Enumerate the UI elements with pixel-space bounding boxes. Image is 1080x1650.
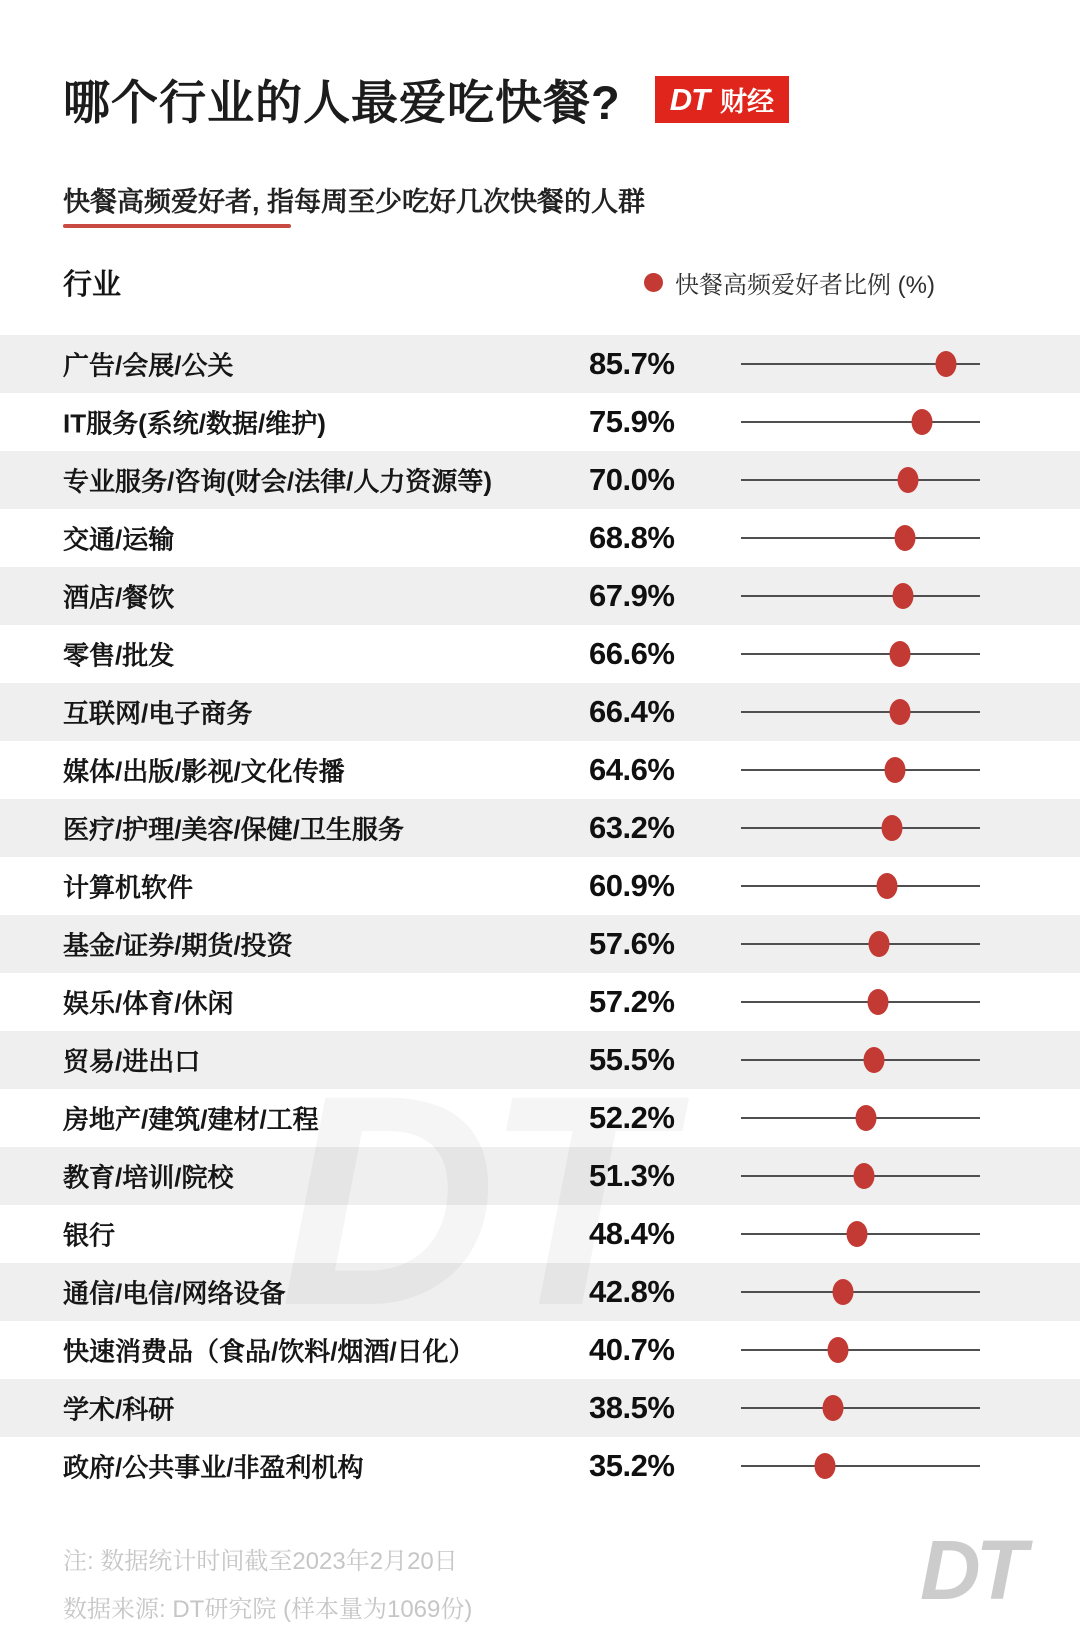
data-point-dot <box>912 409 933 435</box>
subtitle-block <box>63 180 645 219</box>
dot-track <box>741 363 980 365</box>
badge-label: 财经 <box>720 87 775 117</box>
table-row <box>0 567 1080 625</box>
industry-label: 交通/运输 <box>63 524 175 555</box>
footnotes <box>63 1541 472 1637</box>
dt-finance-badge <box>655 76 789 123</box>
percentage-value: 63.2% <box>589 810 675 845</box>
data-point-dot <box>893 583 914 609</box>
data-point-dot <box>846 1221 867 1247</box>
subtitle-underline <box>63 224 291 228</box>
industry-label: 零售/批发 <box>63 640 175 671</box>
data-point-dot <box>863 1047 884 1073</box>
dot-track <box>741 885 980 887</box>
dt-logo: DT <box>920 1523 1022 1617</box>
percentage-value: 57.2% <box>589 984 675 1019</box>
table-row <box>0 683 1080 741</box>
data-point-dot <box>895 525 916 551</box>
percentage-value: 51.3% <box>589 1158 675 1193</box>
table-row <box>0 1379 1080 1437</box>
dot-track <box>741 1291 980 1293</box>
data-point-dot <box>882 815 903 841</box>
percentage-value: 55.5% <box>589 1042 675 1077</box>
percentage-value: 68.8% <box>589 520 675 555</box>
table-row <box>0 1321 1080 1379</box>
dot-track <box>741 421 980 423</box>
table-row <box>0 857 1080 915</box>
industry-label: 基金/证券/期货/投资 <box>63 930 293 961</box>
dot-track <box>741 653 980 655</box>
percentage-value: 60.9% <box>589 868 675 903</box>
data-point-dot <box>889 699 910 725</box>
footnote-date: 注: 数据统计时间截至2023年2月20日 <box>63 1548 458 1575</box>
data-point-dot <box>828 1337 849 1363</box>
footnote-source: 数据来源: DT研究院 (样本量为1069份) <box>63 1596 473 1623</box>
percentage-value: 66.4% <box>589 694 675 729</box>
data-point-dot <box>868 931 889 957</box>
legend-dot-icon <box>644 273 663 292</box>
percentage-value: 57.6% <box>589 926 675 961</box>
percentage-value: 85.7% <box>589 346 675 381</box>
dot-track <box>741 1233 980 1235</box>
industry-label: 教育/培训/院校 <box>63 1162 234 1193</box>
dot-track <box>741 769 980 771</box>
industry-label: 专业服务/咨询(财会/法律/人力资源等) <box>63 466 492 497</box>
dt-logo-badge: DT <box>669 81 710 117</box>
industry-label: 酒店/餐饮 <box>63 582 175 613</box>
dot-track <box>741 711 980 713</box>
percentage-value: 66.6% <box>589 636 675 671</box>
data-point-dot <box>815 1453 836 1479</box>
table-row <box>0 915 1080 973</box>
industry-label: 贸易/进出口 <box>63 1046 201 1077</box>
legend <box>644 265 935 300</box>
data-point-dot <box>867 989 888 1015</box>
data-point-dot <box>855 1105 876 1131</box>
table-row <box>0 973 1080 1031</box>
industry-dot-plot <box>0 335 1080 1495</box>
dot-track <box>741 827 980 829</box>
industry-label: IT服务(系统/数据/维护) <box>63 408 326 439</box>
industry-label: 银行 <box>63 1220 116 1251</box>
data-point-dot <box>885 757 906 783</box>
industry-label: 媒体/出版/影视/文化传播 <box>63 756 345 787</box>
industry-label: 互联网/电子商务 <box>63 698 253 729</box>
data-point-dot <box>833 1279 854 1305</box>
industry-label: 医疗/护理/美容/保健/卫生服务 <box>63 814 404 845</box>
percentage-value: 48.4% <box>589 1216 675 1251</box>
industry-label: 学术/科研 <box>63 1394 175 1425</box>
table-row <box>0 509 1080 567</box>
industry-label: 政府/公共事业/非盈利机构 <box>63 1452 364 1483</box>
table-row <box>0 451 1080 509</box>
percentage-value: 38.5% <box>589 1390 675 1425</box>
percentage-value: 75.9% <box>589 404 675 439</box>
percentage-value: 52.2% <box>589 1100 675 1135</box>
dot-track <box>741 1407 980 1409</box>
percentage-value: 67.9% <box>589 578 675 613</box>
page-title: 哪个行业的人最爱吃快餐? <box>63 76 621 129</box>
dot-track <box>741 1465 980 1467</box>
data-point-dot <box>890 641 911 667</box>
table-row <box>0 1437 1080 1495</box>
dot-track <box>741 595 980 597</box>
table-row <box>0 625 1080 683</box>
industry-label: 房地产/建筑/建材/工程 <box>63 1104 319 1135</box>
data-point-dot <box>876 873 897 899</box>
data-point-dot <box>853 1163 874 1189</box>
table-row <box>0 1031 1080 1089</box>
dot-track <box>741 1349 980 1351</box>
industry-label: 娱乐/体育/休闲 <box>63 988 234 1019</box>
table-row <box>0 1089 1080 1147</box>
dot-track <box>741 943 980 945</box>
subtitle: 快餐高频爱好者, 指每周至少吃好几次快餐的人群 <box>63 187 646 217</box>
data-point-dot <box>823 1395 844 1421</box>
industry-label: 计算机软件 <box>63 872 194 903</box>
table-row <box>0 393 1080 451</box>
header <box>63 66 789 133</box>
table-row <box>0 1263 1080 1321</box>
percentage-value: 64.6% <box>589 752 675 787</box>
dot-track <box>741 1117 980 1119</box>
table-row <box>0 799 1080 857</box>
dot-track <box>741 537 980 539</box>
dot-track <box>741 1059 980 1061</box>
dot-track <box>741 1175 980 1177</box>
table-row <box>0 741 1080 799</box>
legend-label: 快餐高频爱好者比例 (%) <box>675 271 935 299</box>
industry-label: 广告/会展/公关 <box>63 350 234 381</box>
percentage-value: 70.0% <box>589 462 675 497</box>
column-header-industry: 行业 <box>63 268 122 301</box>
list-header <box>63 260 935 304</box>
percentage-value: 40.7% <box>589 1332 675 1367</box>
data-point-dot <box>935 351 956 377</box>
percentage-value: 35.2% <box>589 1448 675 1483</box>
table-row <box>0 1205 1080 1263</box>
dot-track <box>741 1001 980 1003</box>
dot-track <box>741 479 980 481</box>
table-row <box>0 335 1080 393</box>
industry-label: 快速消费品（食品/饮料/烟酒/日化） <box>63 1336 475 1367</box>
percentage-value: 42.8% <box>589 1274 675 1309</box>
industry-label: 通信/电信/网络设备 <box>63 1278 286 1309</box>
table-row <box>0 1147 1080 1205</box>
data-point-dot <box>898 467 919 493</box>
